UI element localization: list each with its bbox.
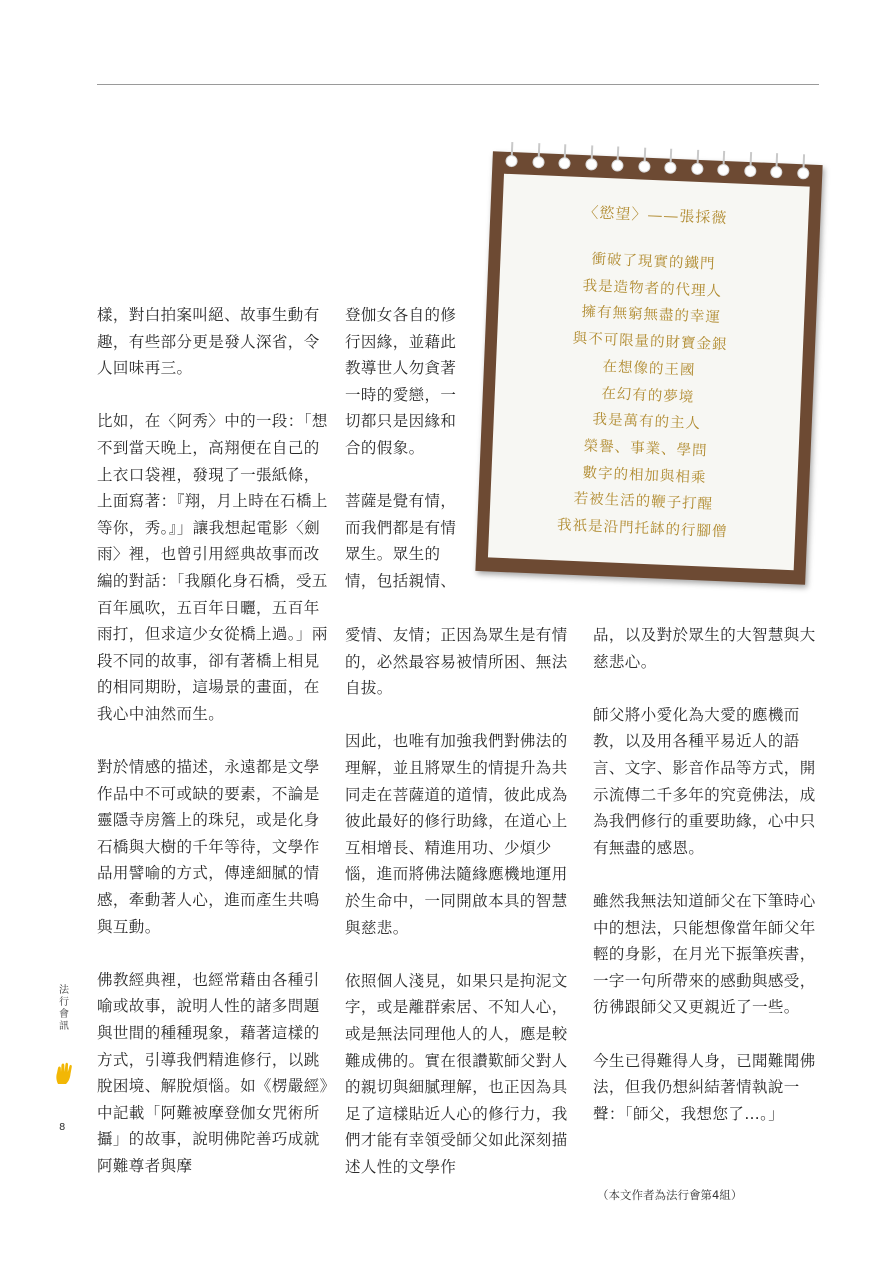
poem-line: 在想像的王國 xyxy=(602,358,696,379)
paragraph: 今生已得難得人身，已聞難聞佛法，但我仍想糾結著情執說一聲：「師父，我想您了…。」 xyxy=(593,1051,816,1123)
poem-line: 數字的相加與相乘 xyxy=(582,464,707,487)
spiral-ring xyxy=(692,150,703,178)
paragraph: 菩薩是覺有情，而我們都是有情眾生。眾生的情，包括親情、 xyxy=(345,492,457,590)
spiral-ring xyxy=(718,151,729,179)
spiral-ring xyxy=(612,146,623,174)
paragraph: 愛情、友情；正因為眾生是有情的，必然最容易被情所困、無法自拔。 xyxy=(345,626,568,698)
paragraph: 師父將小愛化為大愛的應機而教，以及用各種平易近人的語言、文字、影音作品等方式，開示流傳二千多年的究竟佛法，成為我們修行的重要助緣，心中只有無盡的感恩。 xyxy=(593,705,816,857)
page-number: 8 xyxy=(59,1122,66,1133)
poem-line: 我祇是沿門托缽的行腳僧 xyxy=(556,517,728,541)
article-column-1 xyxy=(97,302,329,1206)
poem-title: 〈慾望〉——張採薇 xyxy=(583,203,728,228)
spiral-ring xyxy=(639,147,650,175)
poem-line: 我是造物者的代理人 xyxy=(582,277,723,300)
spiral-ring xyxy=(745,152,756,180)
paragraph: 樣，對白拍案叫絕、故事生動有趣，有些部分更是發人深省，令人回味再三。 xyxy=(97,306,320,378)
spiral-ring xyxy=(559,144,570,172)
poem-line: 榮譽、事業、學問 xyxy=(583,438,708,460)
spiral-ring xyxy=(533,143,544,171)
poem-line: 我是萬有的主人 xyxy=(592,411,702,433)
spiral-ring xyxy=(506,142,517,170)
article-column-3 xyxy=(593,622,825,1154)
poem-line: 在幻有的夢境 xyxy=(601,385,695,406)
article-column-2-top xyxy=(345,302,461,595)
paragraph: 佛教經典裡，也經常藉由各種引喻或故事，說明人性的諸多問題與世間的種種現象，藉著這樣的方式，引導我們精進修行，以跳脫困境、解脫煩惱。如《楞嚴經》中記載「阿難被摩登伽女咒術所攝」的故事，說明佛陀善巧成就阿難尊者與摩 xyxy=(97,970,328,1175)
poem-line: 擁有無窮無盡的幸運 xyxy=(581,304,722,327)
header-rule xyxy=(97,84,819,85)
spiral-ring xyxy=(771,153,782,181)
spiral-ring xyxy=(665,149,676,177)
paragraph: 雖然我無法知道師父在下筆時心中的想法，只能想像當年師父年輕的身影，在月光下振筆疾書，一字一句所帶來的感動與感受，彷彿跟師父又更親近了一些。 xyxy=(593,891,816,1017)
poem-notepad xyxy=(475,151,822,584)
article-column-2 xyxy=(345,622,577,1207)
paragraph: 因此，也唯有加強我們對佛法的理解，並且將眾生的情提升為共同走在菩薩道的道情，彼此成為彼此最好的修行助緣，在道心上互相增長、精進用功、少煩少惱，進而將佛法隨緣應機地運用於生命中，一同開啟本具的智慧與慈悲。 xyxy=(345,732,568,937)
spiral-ring xyxy=(798,154,809,182)
poem-line: 與不可限量的財寶金銀 xyxy=(572,330,728,354)
magazine-title: 法 行 會 訊 xyxy=(59,985,69,1032)
poem-line: 若被生活的鞭子打醒 xyxy=(573,491,714,514)
author-note: （本文作者為法行會第4組） xyxy=(597,1188,743,1202)
paragraph: 比如，在〈阿秀〉中的一段：「想不到當天晚上，高翔便在自己的上衣口袋裡，發現了一張紙條，上面寫著：『翔，月上時在石橋上等你，秀。』」讓我想起電影〈劍雨〉裡，也曾引用經典故事而改編的對話：「我願化身石橋，受五百年風吹，五百年日曬，五百年雨打，但求這少女從橋上過。」兩段不同的故事，卻有著橋上相見的相同期盼，這場景的畫面，在我心中油然而生。 xyxy=(97,412,328,723)
paragraph: 品，以及對於眾生的大智慧與大慈悲心。 xyxy=(593,626,816,671)
hand-icon xyxy=(54,1062,76,1086)
spiral-ring xyxy=(586,145,597,173)
paragraph: 依照個人淺見，如果只是拘泥文字，或是離群索居、不知人心，或是無法同理他人的人，應是較難成佛的。實在很讚歎師父對人的親切與細膩理解，也正因為具足了這樣貼近人心的修行力，我們才能有幸領受師父如此深刻描述人性的文學作 xyxy=(345,971,568,1176)
poem-line: 衝破了現實的鐵門 xyxy=(591,251,716,273)
paragraph: 登伽女各自的修行因緣，並藉此教導世人勿貪著一時的愛戀，一切都只是因緣和合的假象。 xyxy=(345,306,457,457)
paragraph: 對於情感的描述，永遠都是文學作品中不可或缺的要素，不論是靈隱寺房簷上的珠兒，或是化身石橋與大樹的千年等待，文學作品用譬喻的方式，傳達細膩的情感，牽動著人心，進而產生共鳴與互動。 xyxy=(97,758,320,936)
poem xyxy=(489,174,810,549)
poem-lines xyxy=(489,243,807,549)
